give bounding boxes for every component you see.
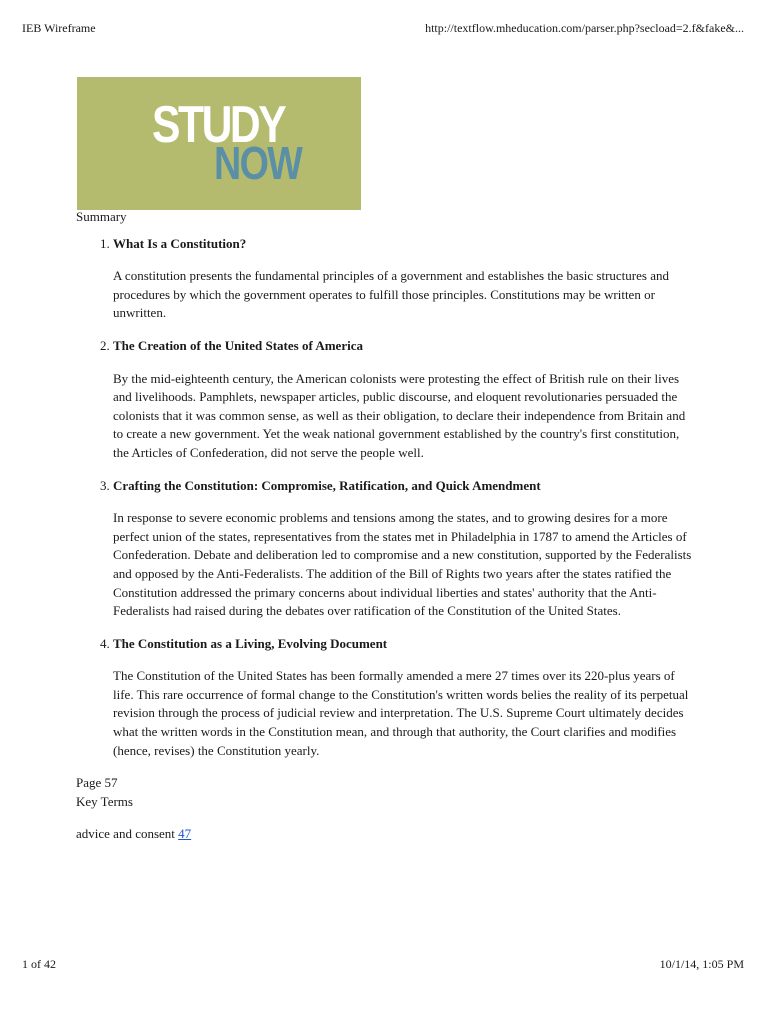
print-header-title: IEB Wireframe <box>22 21 96 35</box>
section-body: In response to severe economic problems and tensions among the states, and to growing desires for a more perfect union of the states, representatives from the states met in Philadelphia in 1787 to amend the Articles of Confederation. Debate and deliberation led to compromise and a new constitution, supported by the Federalists and opposed by the Anti-Federalists. The addition of the Bill of Rights two years after the states ratified the Constitution addressed the primary concerns about individual liberties and states' authority that the Anti-Federalists had raised during the debates over ratification of the Constitution of the United States. <box>113 510 692 619</box>
key-term-page-link[interactable]: 47 <box>178 826 192 842</box>
section-body: A constitution presents the fundamental principles of a government and establishes the basic structures and procedures by which the government operates to fulfill those principles. Constitutions may be written or unwritten. <box>113 268 669 321</box>
section-title: 4. The Constitution as a Living, Evolving Document <box>113 635 388 651</box>
key-terms-heading: Key Terms <box>76 793 133 809</box>
key-term-item <box>76 825 696 844</box>
page-number-label: Page 57 <box>76 775 118 791</box>
section-title: 2. The Creation of the United States of America <box>113 337 363 353</box>
study-now-banner <box>77 77 361 210</box>
print-header-url: http://textflow.mheducation.com/parser.php?secload=2.f&fake&... <box>425 21 744 35</box>
banner-study-text: STUDY <box>152 96 285 154</box>
print-footer-timestamp: 10/1/14, 1:05 PM <box>659 957 744 971</box>
section-title: 3. Crafting the Constitution: Compromise, Ratification, and Quick Amendment <box>113 477 541 493</box>
section-body: By the mid-eighteenth century, the American colonists were protesting the effect of British rule on their lives and livelihoods. Pamphlets, newspaper articles, public discourse, and eloquent revolutionaries persuaded the colonists that it was common sense, as well as their obligation, to declare their independence from Britain and to create a new government. Yet the weak national government established by the country's first constitution, the Articles of Confederation, did not serve the people well. <box>113 370 686 460</box>
print-footer-page-count: 1 of 42 <box>22 957 56 971</box>
summary-section <box>113 477 696 621</box>
summary-section <box>113 337 696 463</box>
summary-section <box>113 635 696 761</box>
summary-heading: Summary <box>76 209 127 224</box>
section-title: 1. What Is a Constitution? <box>113 235 247 251</box>
section-body: The Constitution of the United States has been formally amended a mere 27 times over its 220-plus years of life. This rare occurrence of formal change to the Constitution's written words belies the reality of its perpetual revision through the process of judicial review and interpretation. The U.S. Supreme Court ultimately decides what the written words in the Constitution mean, and through that authority, the Court clarifies and modifies (hence, revises) the Constitution yearly. <box>113 668 689 758</box>
banner-now-text: NOW <box>214 137 302 189</box>
summary-section-list <box>76 235 696 761</box>
summary-section <box>113 235 696 323</box>
main-content <box>76 208 696 844</box>
key-term-text: advice and consent <box>76 826 175 842</box>
